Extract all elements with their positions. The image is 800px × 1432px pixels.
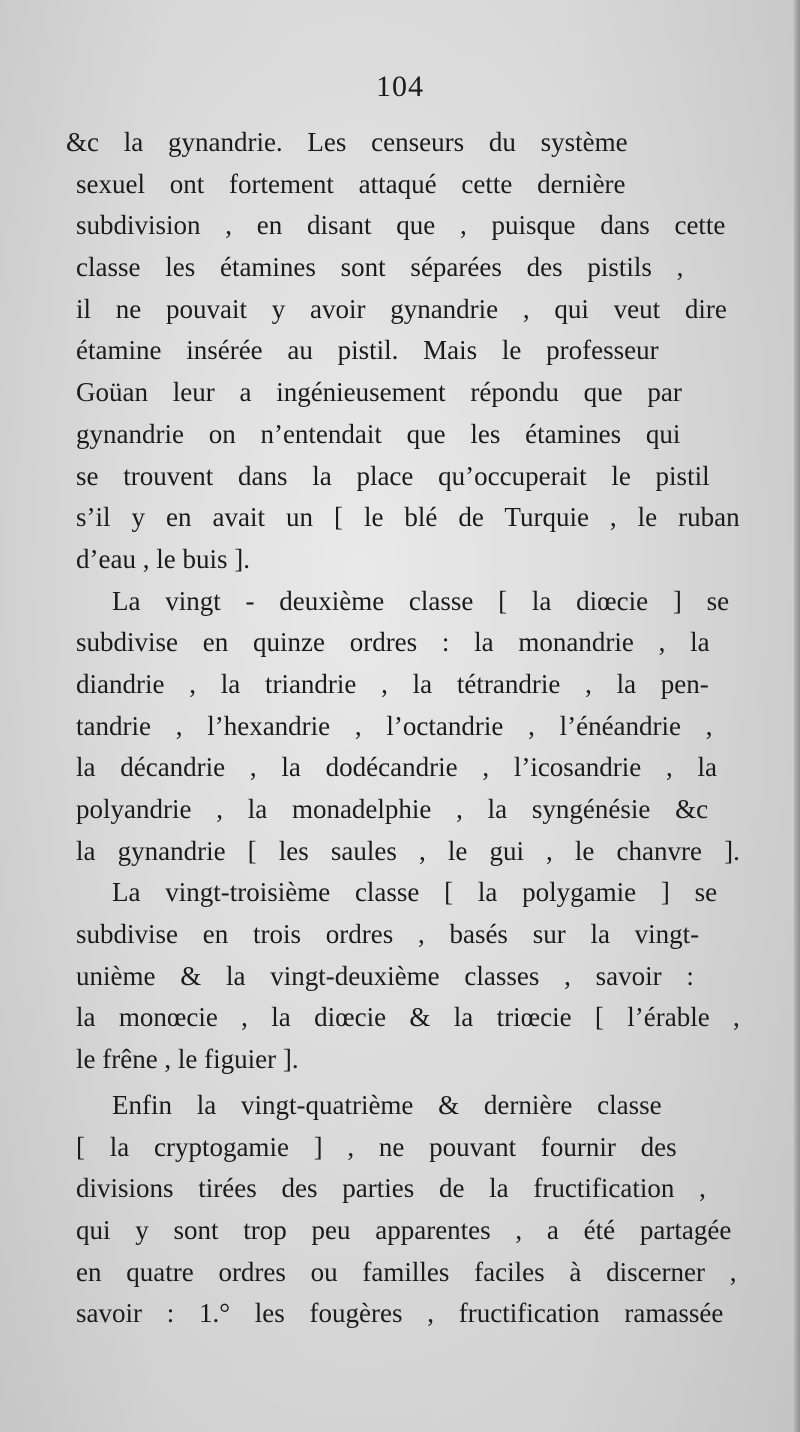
page-edge bbox=[794, 0, 800, 1432]
text-line-5: il ne pouvait y avoir gynandrie , qui veut dire bbox=[76, 293, 727, 324]
text-line-17: polyandrie , la monadelphie , la syngénésie &c bbox=[76, 794, 709, 824]
text-line-10: s’il y en avait un [ le blé de Turquie , le ruban bbox=[76, 502, 740, 533]
text-line-2: sexuel ont fortement attaqué cette dernière bbox=[76, 168, 626, 199]
text-line-6: étamine insérée au pistil. Mais le professeur bbox=[76, 335, 659, 366]
text-line-26: divisions tirées des parties de la fructification , bbox=[76, 1173, 706, 1204]
text-line-15: tandrie , l’hexandrie , l’octandrie , l’énéandrie , bbox=[76, 710, 713, 741]
text-line-1: &c la gynandrie. Les censeurs du système bbox=[66, 127, 628, 157]
text-line-20: subdivise en trois ordres , basés sur la vingt- bbox=[76, 919, 700, 950]
text-line-22: la monœcie , la diœcie & la triœcie [ l’érable , bbox=[76, 1002, 740, 1033]
text-line-11: d’eau , le buis ]. bbox=[76, 543, 250, 574]
text-line-3: subdivision , en disant que , puisque dans cette bbox=[76, 210, 726, 241]
text-line-23: le frêne , le figuier ]. bbox=[76, 1044, 299, 1075]
text-line-29: savoir : 1.° les fougères , fructification ramassée bbox=[76, 1298, 724, 1329]
text-line-8: gynandrie on n’entendait que les étamines qui bbox=[76, 418, 681, 449]
text-line-4: classe les étamines sont séparées des pistils , bbox=[76, 252, 684, 283]
text-line-18: la gynandrie [ les saules , le gui , le chanvre ]. bbox=[76, 835, 740, 866]
text-line-19: La vingt-troisième classe [ la polygamie ] se bbox=[112, 877, 718, 908]
text-line-24: Enfin la vingt-quatrième & dernière classe bbox=[112, 1089, 662, 1120]
text-line-28: en quatre ordres ou familles faciles à discerner , bbox=[76, 1256, 737, 1287]
text-line-27: qui y sont trop peu apparentes , a été partagée bbox=[76, 1214, 732, 1245]
text-line-12: La vingt - deuxième classe [ la diœcie ] se bbox=[112, 585, 730, 616]
text-line-14: diandrie , la triandrie , la tétrandrie , la pen- bbox=[76, 668, 709, 699]
page-number: 104 bbox=[376, 70, 424, 103]
text-line-16: la décandrie , la dodécandrie , l’icosandrie , la bbox=[76, 752, 718, 783]
text-line-13: subdivise en quinze ordres : la monandrie , la bbox=[76, 627, 710, 658]
text-line-21: unième & la vingt-deuxième classes , savoir : bbox=[76, 960, 694, 991]
text-line-7: Goüan leur a ingénieusement répondu que par bbox=[76, 377, 682, 408]
text-line-25: [ la cryptogamie ] , ne pouvant fournir des bbox=[76, 1131, 677, 1162]
body-text bbox=[66, 122, 740, 1335]
text-line-9: se trouvent dans la place qu’occuperait le pistil bbox=[76, 460, 710, 491]
